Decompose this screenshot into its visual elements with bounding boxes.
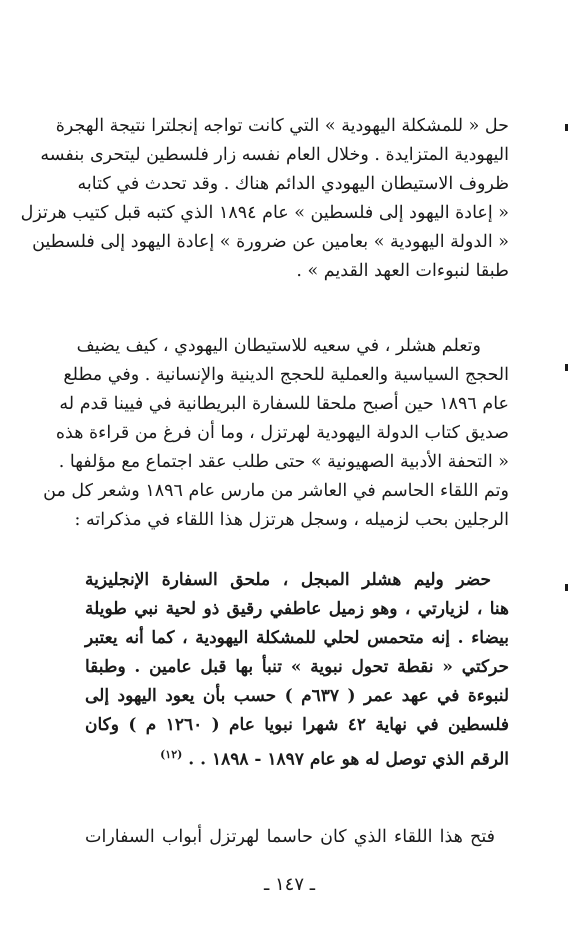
page-number: ـ ١٤٧ ـ — [263, 874, 315, 895]
text-line: حركتي « نقطة تحول نبوية » تنبأ بها قبل عامين . وطبقا — [85, 657, 509, 677]
text-line — [85, 740, 509, 769]
text-line: ظروف الاستيطان اليهودي الدائم هناك . وقد تحدث في كتابه — [77, 174, 509, 194]
paragraph-1 — [20, 112, 509, 286]
paragraph-2 — [43, 332, 509, 535]
text-line: اليهودية المتزايدة . وخلال العام نفسه زار فلسطين ليتحرى بنفسه — [40, 145, 509, 165]
text-line: حل « للمشكلة اليهودية » التي كانت تواجه إنجلترا نتيجة الهجرة — [55, 116, 509, 136]
text-line: هنا ، لزيارتي ، وهو زميل عاطفي رقيق ذو لحية نبي طويلة — [85, 599, 509, 619]
footnote-reference: (١٢) — [160, 748, 183, 761]
margin-mark — [565, 364, 568, 371]
margin-mark — [565, 124, 568, 131]
text-line: بيضاء . إنه متحمس لحلي للمشكلة اليهودية ، كما أنه يعتبر — [85, 628, 509, 648]
margin-mark — [565, 584, 568, 591]
text-line: فلسطين في نهاية ٤٢ شهرا نبويا عام ( ١٢٦٠ م ) وكان — [85, 715, 509, 735]
text-line: « التحفة الأدبية الصهيونية » حتى طلب عقد اجتماع مع مؤلفها . — [58, 452, 509, 472]
text-line: « إعادة اليهود إلى فلسطين » عام ١٨٩٤ الذي كتبه قبل كتيب هرتزل — [20, 203, 509, 223]
text-line: وتم اللقاء الحاسم في العاشر من مارس عام ١٨٩٦ وشعر كل من — [43, 481, 509, 501]
paragraph-4 — [85, 823, 509, 852]
text-line: « الدولة اليهودية » بعامين عن ضرورة » إعادة اليهود إلى فلسطين — [32, 232, 509, 252]
text-line: طبقا لنبوءات العهد القديم » . — [296, 261, 509, 281]
text-line: الحجج السياسية والعملية للحجج الدينية والإنسانية . وفي مطلع — [63, 365, 509, 385]
quoted-passage — [85, 566, 509, 769]
text-line: عام ١٨٩٦ حين أصبح ملحقا للسفارة البريطانية في فيينا قدم له — [59, 394, 509, 414]
text-line: حضر وليم هشلر المبجل ، ملحق السفارة الإنجليزية — [85, 570, 491, 590]
text-line: لنبوءة في عهد عمر ( ٦٣٧م ) حسب بأن يعود اليهود إلى — [85, 686, 510, 706]
text-line: صديق كتاب الدولة اليهودية لهرتزل ، وما أن فرغ من قراءة هذه — [55, 423, 509, 443]
text-line: الرجلين بحب لزميله ، وسجل هرتزل هذا اللقاء في مذكراته : — [74, 510, 509, 530]
quote-last-line: الرقم الذي توصل له هو عام ١٨٩٧ - ١٨٩٨ . . — [188, 749, 509, 770]
text-line: وتعلم هشلر ، في سعيه للاستيطان اليهودي ، كيف يضيف — [76, 336, 481, 356]
text-line: فتح هذا اللقاء الذي كان حاسما لهرتزل أبواب السفارات — [85, 827, 495, 847]
